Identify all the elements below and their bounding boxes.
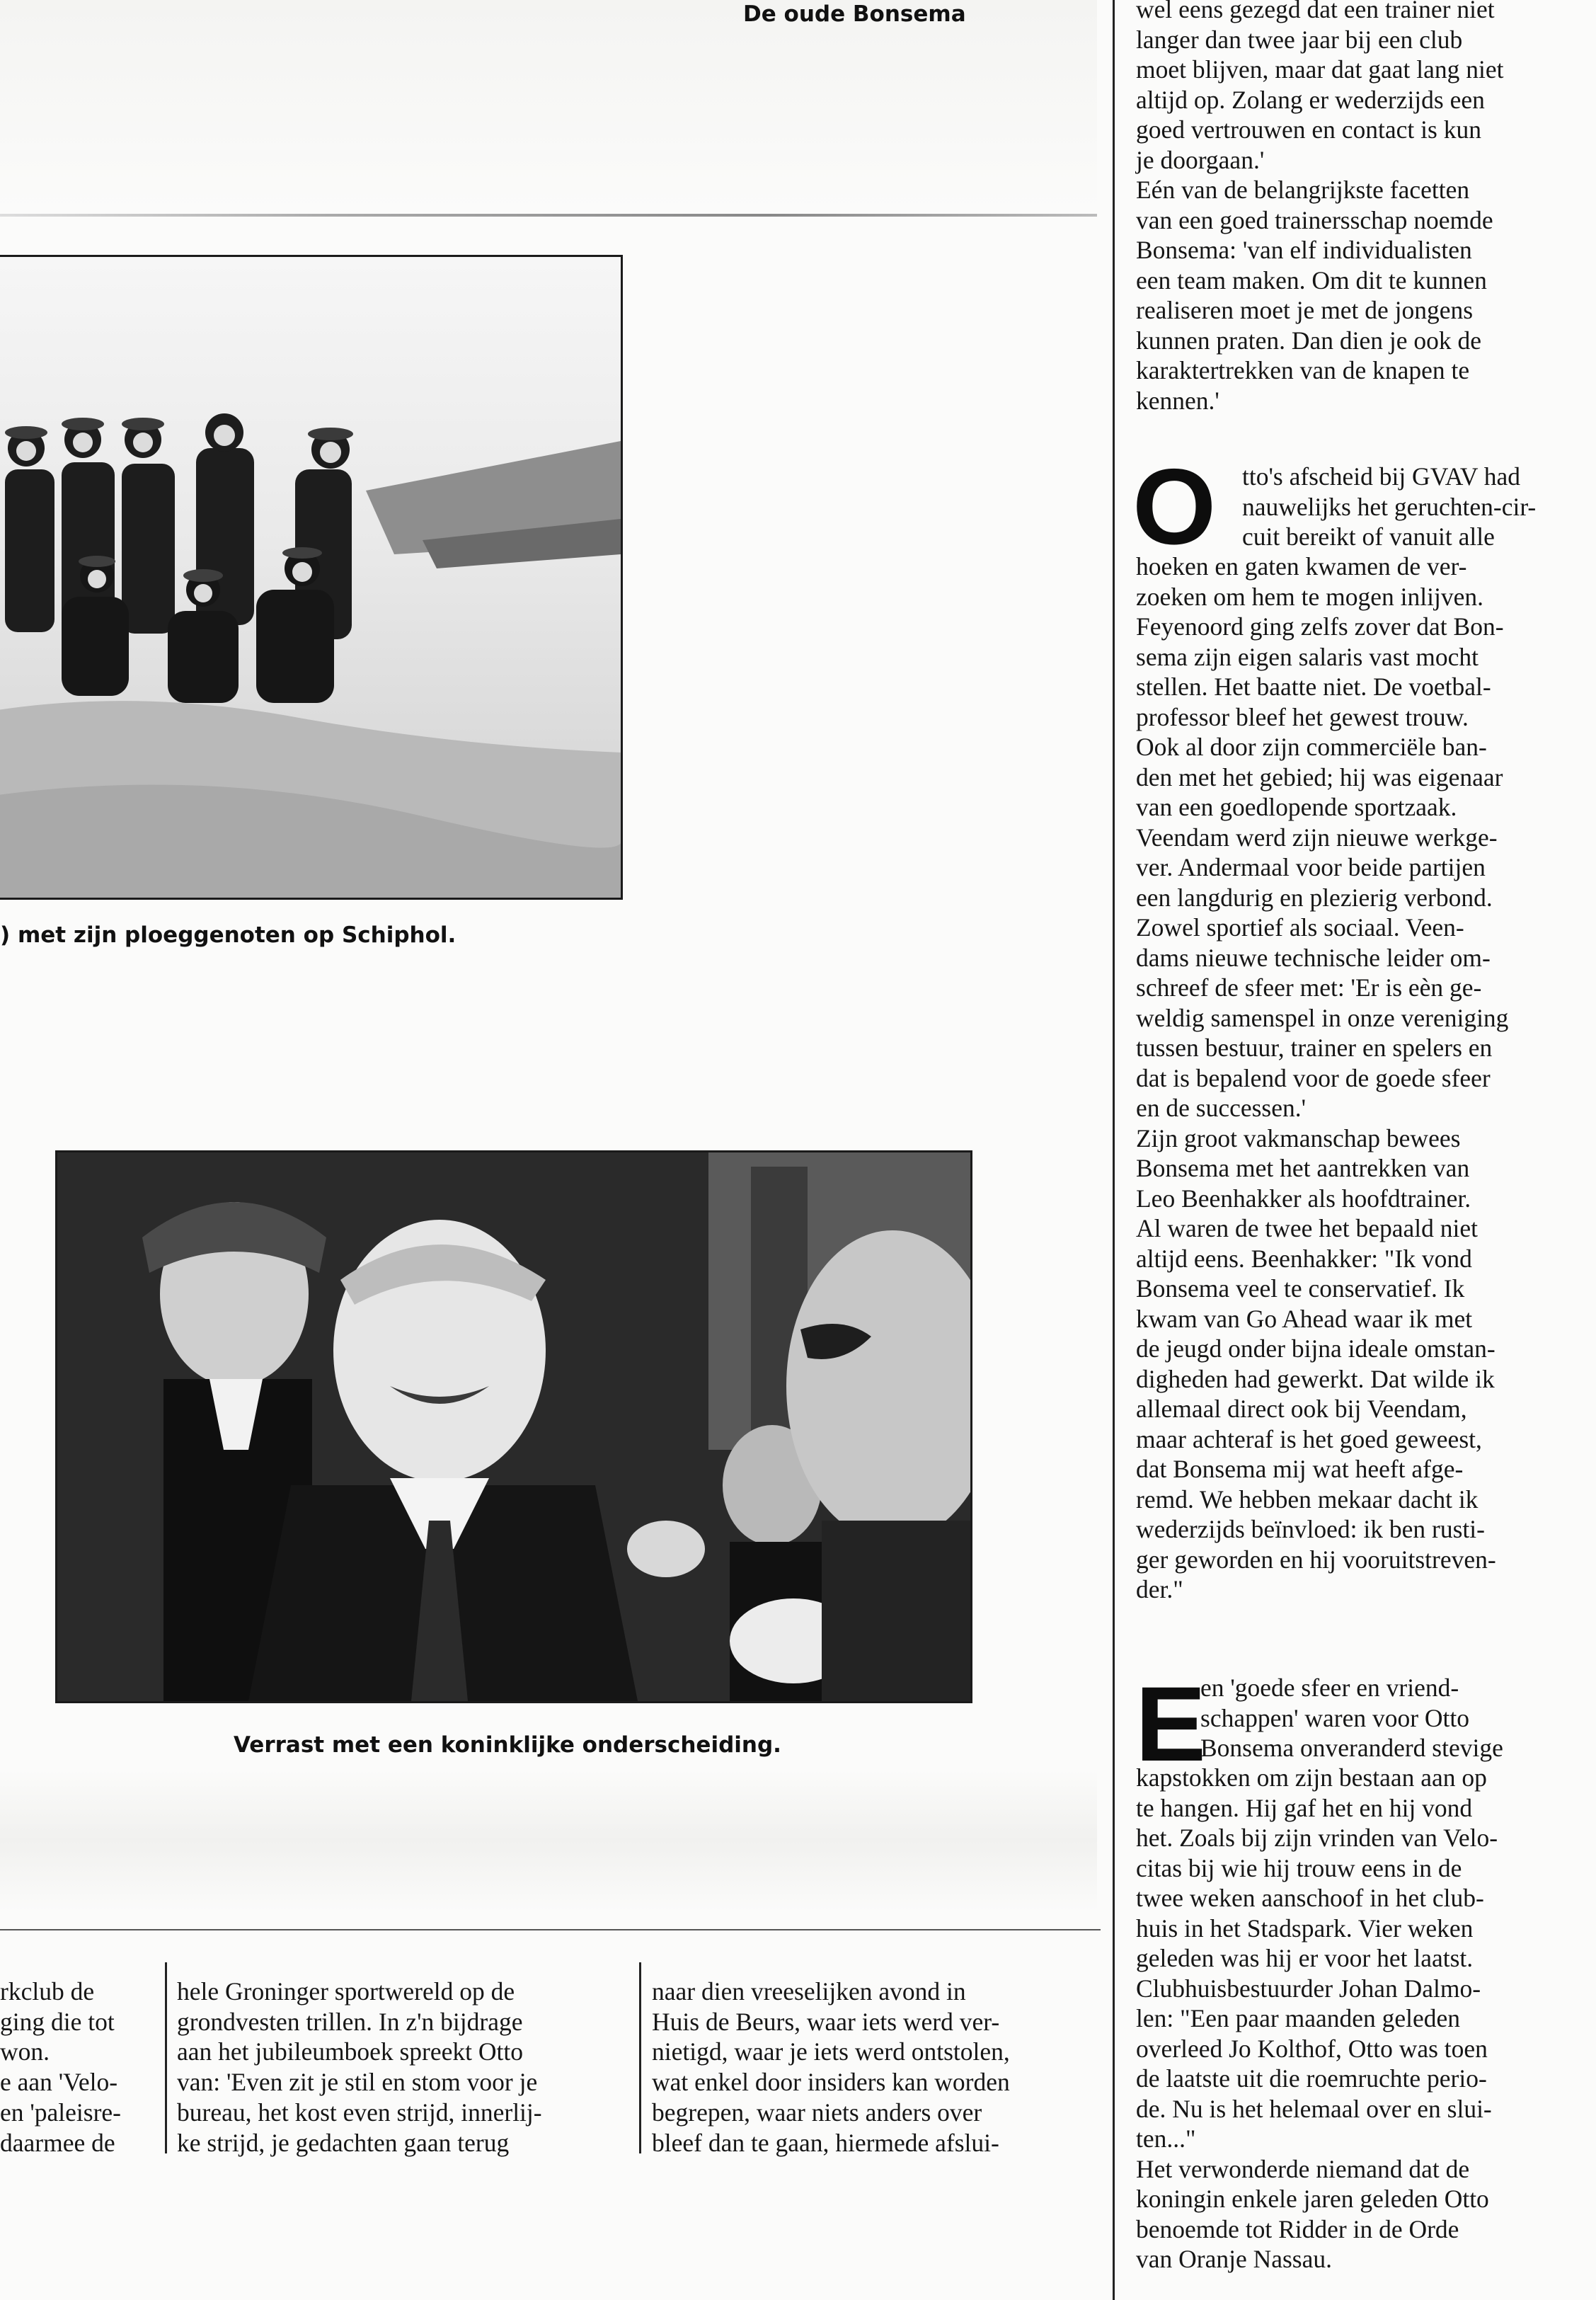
- photo-schiphol-team: [0, 255, 623, 900]
- right-column-block-3-indented: en 'goede sfeer en vriend- schappen' waren voor Otto Bonsema onveranderd stevige: [1200, 1673, 1503, 1762]
- bottom-column-2: hele Groninger sportwereld op de grondvesten trillen. In z'n bijdrage aan het jubileumboek spreekt Otto van: 'Even zit je stil en stom voor je bureau, het kost even strijd, innerlij- ke strijd, je gedachten gaan terug: [177, 1977, 542, 2157]
- caption-oude-bonsema: De oude Bonsema: [743, 1, 966, 27]
- bottom-column-divider-1: [165, 1962, 167, 2153]
- right-column-block-2: hoeken en gaten kwamen de ver- zoeken om hem te mogen inlijven. Feyenoord ging zelfs zover dat Bon- sema zijn eigen salaris vast mocht stellen. Het baatte niet. De voetbal- professor bleef het gewest trouw. Ook al door zijn commerciële ban- den met het gebied; hij was eigenaar van een goedlopende sportzaak. Veendam werd zijn nieuwe werkge- ver. Andermaal voor beide partijen een langdurig en plezierig verbond. Zowel sportief als sociaal. Veen- dams nieuwe technische leider om- schreef de sfeer met: 'Er is eèn ge- weldig samenspel in onze vereniging tussen bestuur, trainer en spelers en dat is bepalend voor de goede sfeer en de successen.' Zijn groot vakmanschap bewees Bonsema met het aantrekken van Leo Beenhakker als hoofdtrainer. Al waren de twee het bepaald niet altijd eens. Beenhakker: "Ik vond Bonsema veel te conservatief. Ik kwam van Go Ahead waar ik met de jeugd onder bijna ideale omstan- digheden had gewerkt. Dat wilde ik allemaal direct ook bij Veendam, maar achteraf is het goed geweest, dat Bonsema mij wat heeft afge- remd. We hebben mekaar dacht ik wederzijds beïnvloed: ik ben rusti- ger geworden en hij vooruitstreven- der.": [1136, 552, 1509, 1603]
- dropcap-o: O: [1132, 447, 1217, 567]
- bottom-columns-rule: [0, 1929, 1101, 1930]
- right-column-block-1: wel eens gezegd dat een trainer niet langer dan twee jaar bij een club moet blijven, maar dat gaat lang niet altijd op. Zolang er wederzijds een goed vertrouwen en contact is kun je doorgaan.' Eén van de belangrijkste facetten van een goed trainersschap noemde Bonsema: 'van elf individualisten een team maken. Om dit te kunnen realiseren moet je met de jongens kunnen praten. Dan dien je ook de karaktertrekken van de knapen te kennen.': [1136, 0, 1504, 415]
- dropcap-e: E: [1135, 1664, 1207, 1783]
- page-shadow-top: [0, 0, 1097, 212]
- photo-onderscheiding: [55, 1150, 972, 1703]
- right-column-divider: [1113, 0, 1115, 2300]
- bottom-column-3: naar dien vreeselijken avond in Huis de Beurs, waar iets werd ver- nietigd, waar je iets werd ontstolen, wat enkel door insiders kan worden begrepen, waar niets anders over bleef dan te gaan, hiermede afslui-: [652, 1977, 1010, 2157]
- right-column-block-2-indented: tto's afscheid bij GVAV had nauwelijks het geruchten-cir- cuit bereikt of vanuit alle: [1242, 462, 1537, 551]
- fold-line: [0, 214, 1097, 217]
- bottom-column-1: rkclub de ging die tot won. e aan 'Velo- en 'paleisre- daarmee de: [0, 1977, 121, 2157]
- caption-onderscheiding: Verrast met een koninklijke onderscheiding.: [234, 1732, 781, 1758]
- bottom-column-divider-2: [639, 1962, 641, 2153]
- photo-schiphol-image: [0, 257, 621, 898]
- caption-schiphol: ) met zijn ploeggenoten op Schiphol.: [0, 922, 457, 948]
- bleed-through-band: [0, 1770, 1097, 1911]
- right-column-block-3: kapstokken om zijn bestaan aan op te hangen. Hij gaf het en hij vond het. Zoals bij zijn vrinden van Velo- citas bij wie hij trouw eens in de twee weken aanschoof in het club- huis in het Stadspark. Vier weken geleden was hij er voor het laatst. Clubhuisbestuurder Johan Dalmo- len: "Een paar maanden geleden overleed Jo Kolthof, Otto was toen de laatste uit die roemruchte perio- de. Nu is het helemaal over en slui- ten..." Het verwonderde niemand dat de koningin enkele jaren geleden Otto benoemde tot Ridder in de Orde van Oranje Nassau.: [1136, 1763, 1498, 2273]
- photo-onderscheiding-image: [57, 1152, 970, 1701]
